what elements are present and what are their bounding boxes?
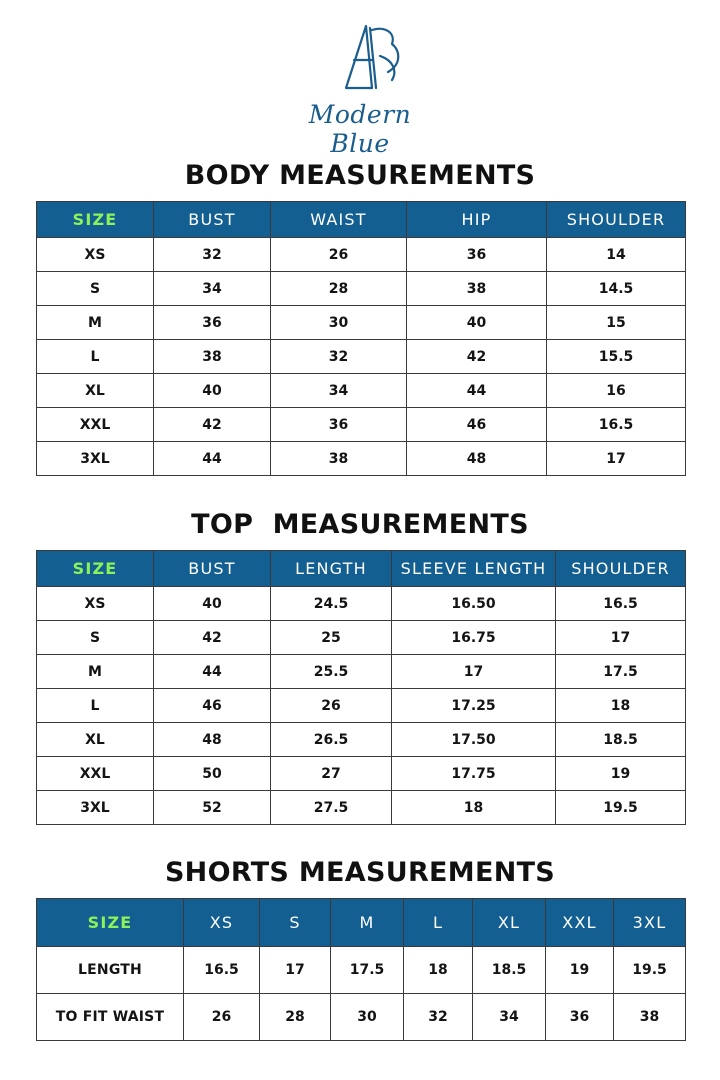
table-cell: 15 <box>547 306 686 340</box>
table-row <box>37 791 686 825</box>
table-row <box>37 374 686 408</box>
table-cell: 34 <box>473 994 546 1041</box>
table-cell: 42 <box>154 621 271 655</box>
row-label-length: LENGTH <box>37 947 184 994</box>
table-cell: 18 <box>392 791 556 825</box>
table-cell: 42 <box>407 340 547 374</box>
table-row <box>37 238 686 272</box>
table-cell: 17 <box>547 442 686 476</box>
table-cell: 17 <box>392 655 556 689</box>
table-cell: 32 <box>154 238 271 272</box>
sailboat-icon <box>280 20 440 100</box>
column-header-m: M <box>331 899 404 947</box>
column-header-xl: XL <box>473 899 546 947</box>
table-cell: 36 <box>154 306 271 340</box>
table-cell: 14.5 <box>547 272 686 306</box>
table-cell: 3XL <box>37 791 154 825</box>
table-cell: 38 <box>407 272 547 306</box>
table-cell: S <box>37 621 154 655</box>
body-measurements-title: BODY MEASUREMENTS <box>184 160 536 191</box>
table-cell: 16.5 <box>547 408 686 442</box>
table-row <box>37 621 686 655</box>
table-cell: XXL <box>37 757 154 791</box>
table-cell: 18 <box>404 947 473 994</box>
table-cell: XL <box>37 723 154 757</box>
column-header-size: SIZE <box>37 551 154 587</box>
column-header-xs: XS <box>184 899 260 947</box>
table-cell: M <box>37 655 154 689</box>
table-row <box>37 408 686 442</box>
table-cell: 44 <box>154 655 271 689</box>
table-row <box>37 587 686 621</box>
shorts-measurements-title: SHORTS MEASUREMENTS <box>164 857 556 888</box>
column-header-3xl: 3XL <box>614 899 686 947</box>
table-row <box>37 757 686 791</box>
column-header-size: SIZE <box>37 202 154 238</box>
table-cell: 19 <box>556 757 686 791</box>
table-cell: 34 <box>154 272 271 306</box>
table-cell: 38 <box>154 340 271 374</box>
table-cell: 48 <box>407 442 547 476</box>
table-cell: 16.5 <box>556 587 686 621</box>
table-cell: 16.50 <box>392 587 556 621</box>
table-cell: 48 <box>154 723 271 757</box>
column-header-s: S <box>260 899 331 947</box>
table-cell: 16 <box>547 374 686 408</box>
table-cell: 26 <box>184 994 260 1041</box>
column-header-length: LENGTH <box>271 551 392 587</box>
table-cell: XS <box>37 587 154 621</box>
table-cell: 40 <box>407 306 547 340</box>
table-cell: 17.75 <box>392 757 556 791</box>
table-cell: L <box>37 689 154 723</box>
table-cell: 32 <box>271 340 407 374</box>
body-measurements-table <box>36 201 686 476</box>
column-header-shoulder: SHOULDER <box>547 202 686 238</box>
table-row <box>37 655 686 689</box>
table-cell: 44 <box>154 442 271 476</box>
table-cell: 40 <box>154 374 271 408</box>
column-header-waist: WAIST <box>271 202 407 238</box>
row-label-to-fit-waist: TO FIT WAIST <box>37 994 184 1041</box>
table-cell: 26 <box>271 689 392 723</box>
column-header-size: SIZE <box>37 899 184 947</box>
table-cell: 44 <box>407 374 547 408</box>
table-cell: 3XL <box>37 442 154 476</box>
table-cell: XS <box>37 238 154 272</box>
table-cell: 26 <box>271 238 407 272</box>
table-row <box>37 272 686 306</box>
table-cell: 15.5 <box>547 340 686 374</box>
table-cell: 17 <box>556 621 686 655</box>
table-cell: 32 <box>404 994 473 1041</box>
table-row <box>37 340 686 374</box>
column-header-l: L <box>404 899 473 947</box>
table-row <box>37 689 686 723</box>
table-row <box>37 994 686 1041</box>
column-header-bust: BUST <box>154 202 271 238</box>
table-cell: 25.5 <box>271 655 392 689</box>
table-cell: 26.5 <box>271 723 392 757</box>
table-cell: 19.5 <box>556 791 686 825</box>
table-cell: 36 <box>407 238 547 272</box>
table-cell: 18.5 <box>473 947 546 994</box>
table-header-row <box>37 551 686 587</box>
column-header-bust: BUST <box>154 551 271 587</box>
table-cell: 38 <box>614 994 686 1041</box>
table-cell: 17.5 <box>331 947 404 994</box>
table-cell: 16.5 <box>184 947 260 994</box>
top-measurements-table <box>36 550 686 825</box>
table-row <box>37 723 686 757</box>
table-cell: XL <box>37 374 154 408</box>
table-cell: 27 <box>271 757 392 791</box>
column-header-shoulder: SHOULDER <box>556 551 686 587</box>
table-cell: 18 <box>556 689 686 723</box>
table-cell: 38 <box>271 442 407 476</box>
table-row <box>37 442 686 476</box>
column-header-xxl: XXL <box>546 899 614 947</box>
table-cell: 19 <box>546 947 614 994</box>
table-cell: 25 <box>271 621 392 655</box>
table-cell: 52 <box>154 791 271 825</box>
table-cell: M <box>37 306 154 340</box>
top-measurements-title: TOP MEASUREMENTS <box>191 509 529 540</box>
column-header-sleeve-length: SLEEVE LENGTH <box>392 551 556 587</box>
table-cell: 42 <box>154 408 271 442</box>
table-cell: 17.50 <box>392 723 556 757</box>
table-row <box>37 306 686 340</box>
table-cell: 17 <box>260 947 331 994</box>
table-cell: 18.5 <box>556 723 686 757</box>
table-cell: 28 <box>271 272 407 306</box>
table-cell: S <box>37 272 154 306</box>
table-cell: 30 <box>331 994 404 1041</box>
table-cell: 28 <box>260 994 331 1041</box>
table-cell: 17.25 <box>392 689 556 723</box>
brand-logo <box>280 20 440 158</box>
brand-name: Modern Blue <box>308 100 412 158</box>
table-header-row <box>37 202 686 238</box>
table-cell: 27.5 <box>271 791 392 825</box>
table-cell: 50 <box>154 757 271 791</box>
shorts-measurements-table <box>36 898 686 1041</box>
table-cell: 40 <box>154 587 271 621</box>
table-cell: 17.5 <box>556 655 686 689</box>
table-cell: 46 <box>407 408 547 442</box>
table-cell: 19.5 <box>614 947 686 994</box>
table-cell: 36 <box>546 994 614 1041</box>
table-cell: 30 <box>271 306 407 340</box>
table-cell: 24.5 <box>271 587 392 621</box>
table-cell: 14 <box>547 238 686 272</box>
table-header-row <box>37 899 686 947</box>
table-cell: XXL <box>37 408 154 442</box>
table-cell: L <box>37 340 154 374</box>
column-header-hip: HIP <box>407 202 547 238</box>
table-cell: 16.75 <box>392 621 556 655</box>
table-cell: 46 <box>154 689 271 723</box>
table-row <box>37 947 686 994</box>
table-cell: 36 <box>271 408 407 442</box>
table-cell: 34 <box>271 374 407 408</box>
